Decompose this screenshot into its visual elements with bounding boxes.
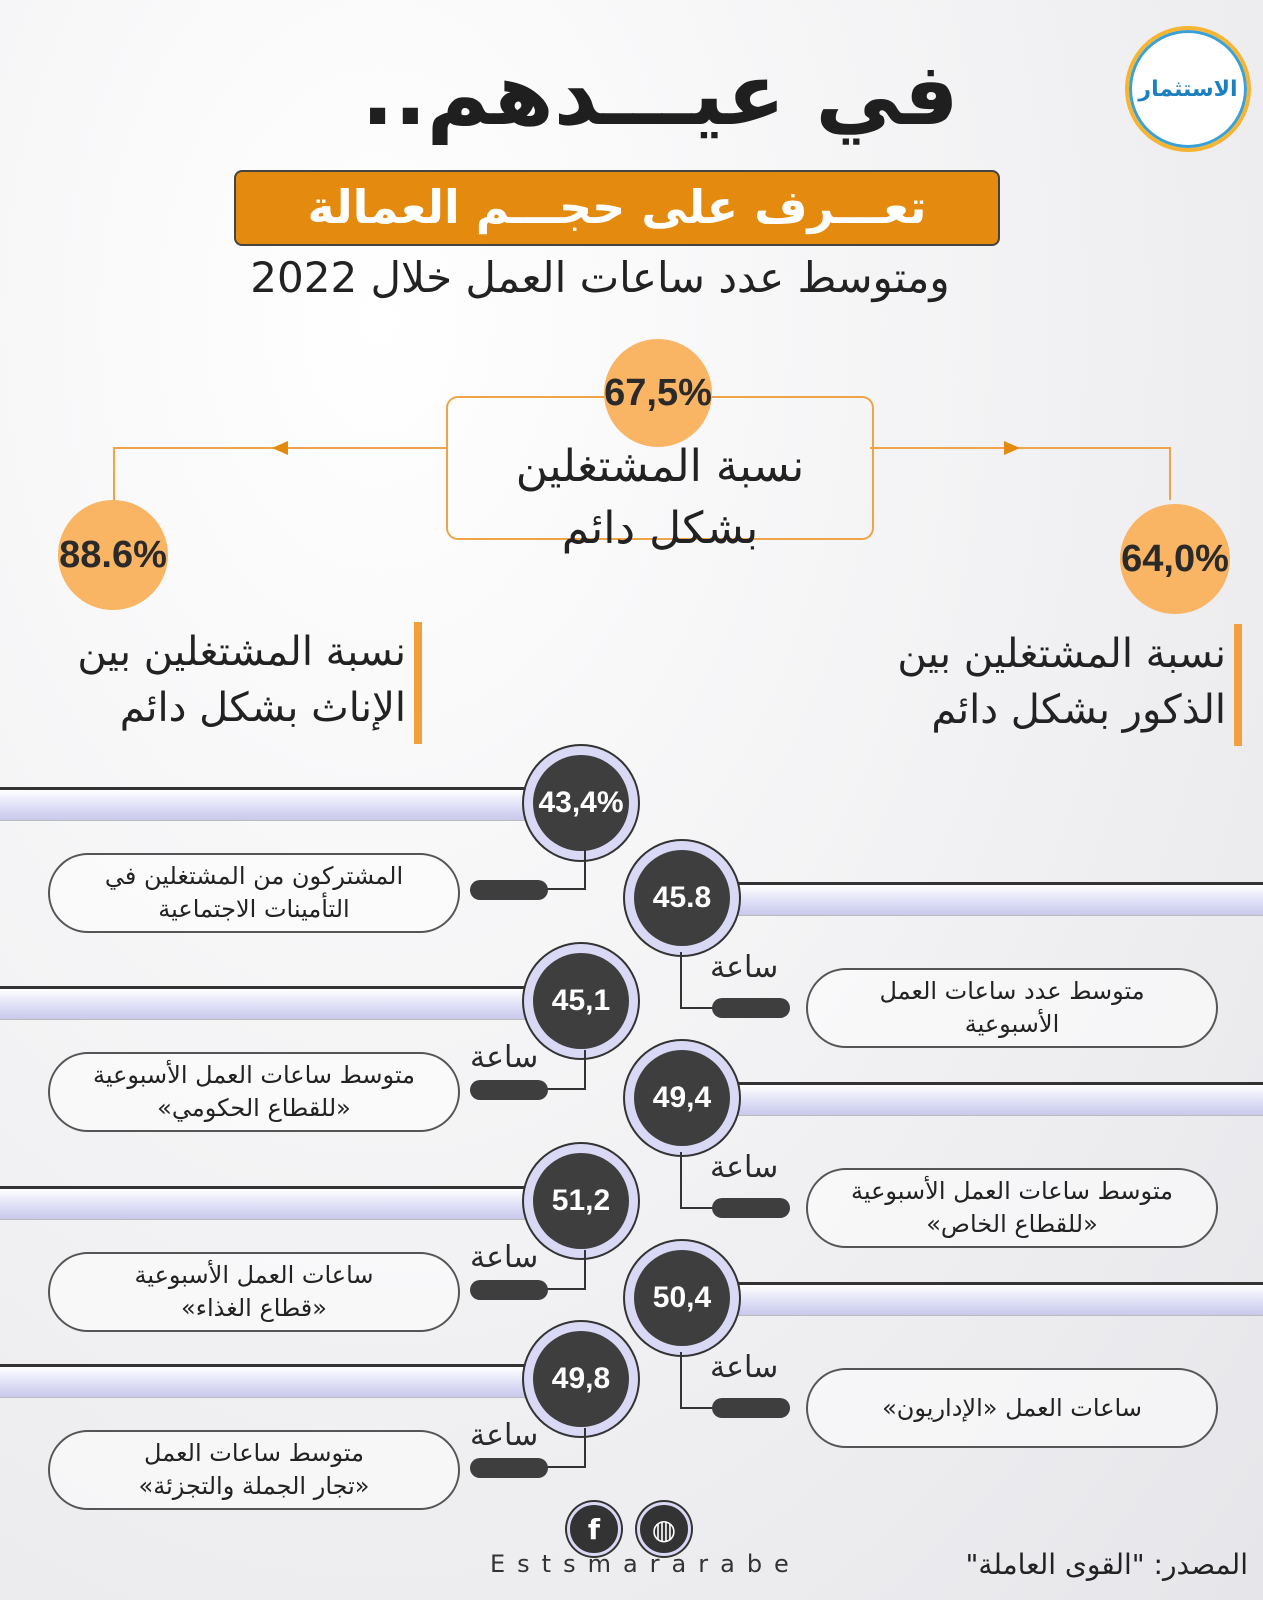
left-item-line1: ساعات العمل الأسبوعية bbox=[134, 1261, 374, 1289]
right-item-pill bbox=[806, 968, 1218, 1048]
female-stat-label bbox=[40, 624, 406, 736]
right-item-value: 50,4 bbox=[634, 1250, 730, 1346]
pill-tab bbox=[470, 880, 548, 900]
left-item-line2: التأمينات الاجتماعية bbox=[158, 895, 350, 923]
main-stat-label-line1: نسبة المشتغلين bbox=[515, 441, 805, 492]
right-item-line2: الأسبوعية bbox=[964, 1010, 1060, 1038]
dribbble-icon[interactable]: ◍ bbox=[637, 1502, 691, 1556]
arrow-right-icon bbox=[1004, 441, 1020, 455]
pill-tab bbox=[470, 1458, 548, 1478]
left-item-pill bbox=[48, 1252, 460, 1332]
left-item-value: 43,4% bbox=[533, 755, 629, 851]
timeline-bar bbox=[0, 1364, 540, 1398]
female-stat-circle: 88.6% bbox=[58, 500, 168, 610]
left-item-value: 49,8 bbox=[533, 1331, 629, 1427]
main-stat-label bbox=[440, 436, 880, 560]
left-item-pill bbox=[48, 1430, 460, 1510]
male-stat-label bbox=[850, 626, 1226, 738]
page-title: في عيـــدهم.. bbox=[361, 45, 959, 145]
left-item-value: 51,2 bbox=[533, 1153, 629, 1249]
pill-tab bbox=[470, 1080, 548, 1100]
right-item-line1: متوسط ساعات العمل الأسبوعية bbox=[850, 1177, 1174, 1205]
male-stat-label-line1: نسبة المشتغلين بين bbox=[897, 631, 1226, 677]
timeline-bar bbox=[690, 882, 1263, 916]
source-credit: المصدر: "القوى العاملة" bbox=[965, 1548, 1248, 1581]
arrow-left-icon bbox=[272, 441, 288, 455]
right-item-value: 45.8 bbox=[634, 850, 730, 946]
pill-tab bbox=[712, 1398, 790, 1418]
pill-tab bbox=[712, 998, 790, 1018]
pill-tab bbox=[712, 1198, 790, 1218]
main-stat-circle: 67,5% bbox=[604, 339, 712, 447]
facebook-icon[interactable]: f bbox=[567, 1502, 621, 1556]
right-item-line2: «للقطاع الخاص» bbox=[926, 1210, 1098, 1238]
female-stat-label-line1: نسبة المشتغلين بين bbox=[77, 629, 406, 675]
left-item-line1: متوسط ساعات العمل الأسبوعية bbox=[92, 1061, 416, 1089]
male-stat-label-line2: الذكور بشكل دائم bbox=[931, 687, 1226, 733]
connector-line bbox=[544, 1428, 586, 1468]
hour-unit-label: ساعة bbox=[710, 1150, 779, 1185]
male-stat-bar bbox=[1234, 624, 1242, 746]
connector-line bbox=[680, 1152, 718, 1209]
main-stat-label-line2: بشكل دائم bbox=[561, 503, 759, 554]
right-item-value: 49,4 bbox=[634, 1050, 730, 1146]
hour-unit-label: ساعة bbox=[470, 1240, 539, 1275]
left-item-line2: «للقطاع الحكومي» bbox=[157, 1094, 351, 1122]
brand-name: Estsmararabe bbox=[490, 1550, 801, 1578]
left-item-line2: «قطاع الغذاء» bbox=[181, 1294, 327, 1322]
hour-unit-label: ساعة bbox=[470, 1418, 539, 1453]
female-stat-label-line2: الإناث بشكل دائم bbox=[119, 685, 406, 731]
timeline-bar bbox=[0, 1186, 540, 1220]
connector-line bbox=[544, 1250, 586, 1290]
left-item-pill bbox=[48, 853, 460, 933]
subtitle-line: ومتوسط عدد ساعات العمل خلال 2022 bbox=[250, 253, 950, 302]
right-item-pill bbox=[806, 1168, 1218, 1248]
left-item-line2: «تجار الجملة والتجزئة» bbox=[138, 1472, 370, 1500]
connector-line bbox=[680, 1352, 718, 1409]
timeline-bar bbox=[0, 787, 540, 821]
brand-logo-text: الاستثمار bbox=[1138, 76, 1238, 102]
right-item-pill bbox=[806, 1368, 1218, 1448]
left-item-pill bbox=[48, 1052, 460, 1132]
male-stat-circle: 64,0% bbox=[1120, 504, 1230, 614]
left-item-value: 45,1 bbox=[533, 953, 629, 1049]
hour-unit-label: ساعة bbox=[710, 1350, 779, 1385]
pill-tab bbox=[470, 1280, 548, 1300]
subtitle-banner: تعـــرف على حجـــم العمالة bbox=[234, 170, 1000, 246]
timeline-bar bbox=[0, 986, 540, 1020]
hour-unit-label: ساعة bbox=[710, 950, 779, 985]
connector-line bbox=[680, 952, 718, 1009]
right-item-line1: متوسط عدد ساعات العمل bbox=[879, 977, 1145, 1005]
timeline-bar bbox=[690, 1282, 1263, 1316]
hour-unit-label: ساعة bbox=[470, 1040, 539, 1075]
timeline-bar bbox=[690, 1082, 1263, 1116]
connector-line bbox=[544, 1050, 586, 1090]
left-item-line1: المشتركون من المشتغلين في bbox=[104, 862, 404, 890]
connector-line bbox=[544, 850, 586, 890]
left-item-line1: متوسط ساعات العمل bbox=[144, 1439, 364, 1467]
right-item-line1: ساعات العمل «الإداريون» bbox=[882, 1393, 1142, 1422]
female-stat-bar bbox=[414, 622, 422, 744]
